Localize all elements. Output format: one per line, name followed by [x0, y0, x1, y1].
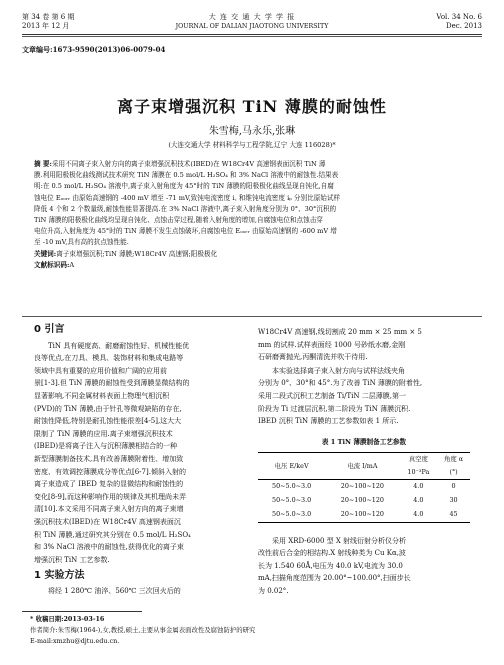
- abstract-line: 至 -10 mV,具有高的抗点蚀性能.: [34, 238, 129, 247]
- table-cell: 0: [451, 482, 456, 491]
- text-line: 和 3% NaCl 溶液中的耐蚀性,获得优化的离子束: [34, 543, 184, 552]
- text-line: 积 TiN 薄膜,通过研究其分别在 0.5 mol/L H₂SO₄: [34, 530, 191, 539]
- text-line: 离子束造成了 IBED 复杂的显微结构和耐蚀性的: [34, 480, 184, 489]
- text-line: 清[10].本文采用不同离子束入射方向的离子束增: [34, 505, 184, 514]
- text-line: 景[1-3].但 TiN 薄膜的耐蚀性受到薄膜显微结构的: [34, 379, 190, 388]
- text-line: 领域中具有重要的应用价值和广阔的应用前: [34, 366, 167, 375]
- journal-name-en: JOURNAL OF DALIAN JIAOTONG UNIVERSITY: [175, 23, 329, 30]
- text-line: 采用二段式沉积工艺制备 Ti/TiN 二层薄膜,第一: [258, 391, 406, 400]
- footnote-rule: [22, 611, 142, 612]
- header-journal: [0, 13, 504, 31]
- footnote: [22, 614, 482, 647]
- text-line: 长为 1.540 60Å,电压为 40.0 kV,电流为 30.0: [258, 561, 403, 570]
- abstract-line: 采用不同离子束入射方向的离子束增强沉积技术(IBED)在 W18Cr4V 高速钢表面沉积 TiN 薄: [51, 160, 326, 168]
- text-line: W18Cr4V 高速钢,线切割成 20 mm × 25 mm × 5: [258, 328, 422, 336]
- abstract-label: 摘 要:: [34, 160, 52, 168]
- process-parameter-table: [258, 452, 470, 522]
- footnote-received: * 收稿日期:2013-03-16: [30, 615, 105, 623]
- abstract-line: 明:在 0.5 mol/L H₂SO₄ 溶液中,离子束入射角度为 45°时的 TiN 薄膜的阳极极化曲线呈现自钝化,自腐: [34, 182, 334, 191]
- header-rule-top: [22, 34, 482, 35]
- text-line: 显著影响,不同金属材料表面上物理气相沉积: [34, 391, 170, 400]
- table-header-row: [258, 453, 470, 479]
- text-line: 本实验选择离子束入射方向与试样法线夹角: [272, 366, 405, 375]
- table-header-cell: 角度 α (°): [437, 453, 470, 479]
- header-month-en: Dec. 2013: [446, 22, 482, 30]
- header-vol-no: Vol. 34 No. 6: [436, 13, 482, 21]
- paper-title: 离子束增强沉积 TiN 薄膜的耐蚀性: [117, 97, 387, 116]
- text-line: 变化[8-9],而这种影响作用的规律及其机理尚未弄: [34, 492, 186, 501]
- table-row: [258, 508, 470, 523]
- header-date: 2013 年 12 月: [22, 22, 70, 30]
- document-code-label: 文献标识码:: [34, 260, 70, 269]
- affiliation: (大连交通大学 材料科学与工程学院,辽宁 大连 116028)*: [168, 141, 336, 149]
- abstract-line: 降低 4 个和 2 个数量级,耐蚀性能显著提高.在 3% NaCl 溶液中,离子束入射角度分别为 0°、30°沉积的: [34, 204, 337, 213]
- article-number: 文章编号:1673-9590(2013)06-0079-04: [22, 45, 166, 54]
- text-line: mA,扫描角度范围为 20.00°~100.00°,扫面步长: [258, 574, 411, 583]
- footnote-email: E-mail:xmzhu@djtu.edu.cn.: [30, 637, 120, 645]
- table-cell: 4.0: [400, 508, 438, 523]
- section-heading-method: 1 实验方法: [34, 570, 85, 582]
- table-caption: 表 1 TiN 薄膜制备工艺参数: [321, 437, 407, 446]
- table-cell: 45: [437, 508, 470, 523]
- table-cell: 30: [449, 496, 458, 505]
- text-line: TiN 具有硬度高、耐磨耐蚀性好、机械性能优: [48, 341, 190, 350]
- text-line: 石研磨膏抛光,丙酮清洗并吹干待用.: [258, 353, 368, 362]
- table-cell: 4.0: [413, 496, 424, 505]
- abstract-divider: [22, 316, 482, 317]
- document-code: [34, 260, 478, 271]
- section-heading-intro: 0 引言: [34, 324, 65, 335]
- text-line: 为 0.02°.: [258, 586, 289, 595]
- text-line: 采用 XRD-6000 型 X 射线衍射分析仪分析: [272, 536, 407, 545]
- intro-paragraph: [34, 340, 246, 567]
- text-line: 新型薄膜制备技术,具有改善薄膜附着性、增加致: [34, 454, 184, 463]
- table-cell: 20~100~120: [325, 508, 399, 523]
- left-column: [34, 324, 246, 597]
- text-line: 耐蚀性降低,特别是耐孔蚀性能很差[4-5],这大大: [34, 417, 182, 426]
- text-line: 增强沉积 TiN 工艺参数.: [34, 555, 110, 564]
- journal-name-cn: 大 连 交 通 大 学 学 报: [208, 13, 296, 21]
- table-spacer: [258, 523, 470, 535]
- header-rule-bottom: [22, 36, 482, 37]
- text-line: (IBED)是将离子注入与沉积薄膜相结合的一种: [34, 442, 178, 451]
- text-line: 分别为 0°、30°和 45°.为了改善 TiN 薄膜的附着性,: [258, 379, 423, 388]
- text-line: mm 的试样.试样表面经 1000 号砂纸水磨,金刚: [258, 340, 406, 349]
- table-cell: 50~5.0~3.0: [272, 482, 312, 491]
- text-line: 阶段为 Ti 过渡层沉积,第二阶段为 TiN 薄膜沉积.: [258, 404, 411, 413]
- keywords-label: 关键词:: [34, 249, 57, 258]
- text-line: 改性前后合金的相结构.X 射线种类为 Cu Kα,波: [258, 549, 406, 558]
- abstract-line: 膜.利用阳极极化曲线测试技术研究 TiN 薄膜在 0.5 mol/L H₂SO₄ 和 3% NaCl 溶液中的耐蚀性.结果表: [34, 171, 339, 180]
- text-line: 将经 1 280℃ 油淬、560℃ 三次回火后的: [48, 586, 181, 595]
- abstract-line: TiN 薄膜的阳极极化曲线均呈现自钝化、点蚀击穿过程,随着入射角度的增加,自腐蚀电位和点蚀击穿: [34, 216, 323, 225]
- text-line: IBED 沉积 TiN 薄膜的工艺参数如表 1 所示.: [258, 417, 399, 426]
- right-column: [258, 326, 470, 598]
- table-cell: 20~100~120: [340, 482, 385, 491]
- table-row: [258, 494, 470, 508]
- text-line: 密度、有效调控薄膜成分等优点[6-7].倾斜入射的: [34, 467, 186, 476]
- keywords-text: 离子束增强沉积;TiN 薄膜;W18Cr4V 高速钢;阳极极化: [56, 249, 218, 258]
- text-line: 限制了 TiN 薄膜的应用.离子束增强沉积技术: [34, 429, 173, 438]
- table-header-cell: 电压 E/keV: [258, 453, 325, 479]
- table-header-cell: 电流 I/mA: [325, 453, 399, 479]
- document-code-value: A: [69, 260, 75, 269]
- author-list: 朱雪梅,马永乐,张琳: [208, 126, 296, 137]
- text-line: 良等优点,在刀具、模具、装饰材料和集成电路等: [34, 354, 184, 363]
- abstract: [34, 159, 478, 271]
- table-cell: 50~5.0~3.0: [272, 496, 312, 505]
- abstract-line: 电位升高,入射角度为 45°时的 TiN 薄膜不发生点蚀破坏,自腐蚀电位 Eₒₒᵣᵣ 由原始高速钢的 -600 mV 增: [34, 227, 337, 236]
- table-row: [258, 479, 470, 494]
- table-cell: 20~100~120: [340, 496, 385, 505]
- header-vol-en: [436, 13, 482, 31]
- table-cell: 50~5.0~3.0: [258, 508, 325, 523]
- keywords: [34, 249, 478, 260]
- footnote-author-info: 作者简介:朱雪梅(1964-),女,教授,硕士,主要从事金属表面改性及腐蚀防护的研究: [30, 626, 256, 634]
- text-line: (PVD)的 TiN 薄膜,由于针孔等微观缺陷的存在,: [34, 404, 182, 413]
- header-volume-issue: 第 34 卷 第 6 期: [22, 13, 75, 21]
- text-line: 强沉积技术(IBED)在 W18Cr4V 高速钢表面沉: [34, 517, 181, 526]
- table-cell: 4.0: [413, 482, 424, 491]
- abstract-line: 蚀电位 Eₒₒᵣᵣ 由原始高速钢的 -400 mV 增至 -71 mV,致钝电流密度 i꜀ 和维钝电流密度 iₚ 分别比原始试样: [34, 193, 341, 202]
- table-header-cell: 真空度 10⁻³Pa: [400, 453, 438, 479]
